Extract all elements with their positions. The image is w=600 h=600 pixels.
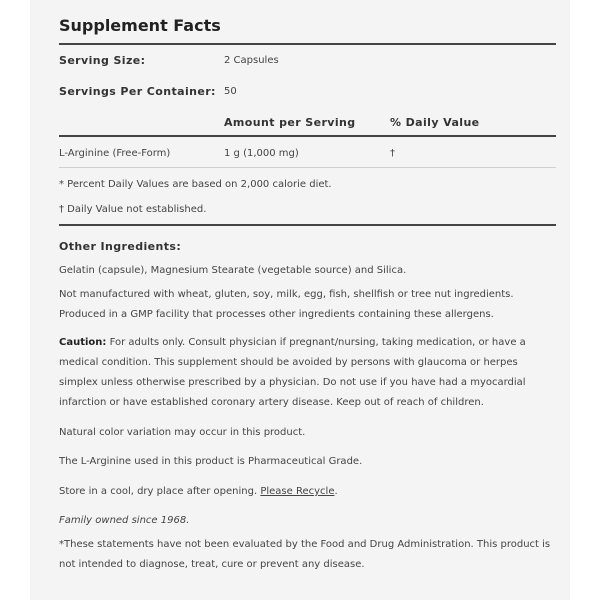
storage-text: Store in a cool, dry place after opening. <box>59 486 261 497</box>
header-rule <box>59 135 556 137</box>
servings-per-container-value: 50 <box>224 86 237 97</box>
ingredient-amount: 1 g (1,000 mg) <box>224 148 299 159</box>
caution-label: Caution: <box>59 337 107 348</box>
ingredient-name: L-Arginine (Free-Form) <box>59 148 171 159</box>
storage-note <box>59 482 559 502</box>
family-owned-note: Family owned since 1968. <box>59 515 190 526</box>
other-ingredients-heading: Other Ingredients: <box>59 240 182 253</box>
title-rule <box>59 43 556 45</box>
other-ingredients-text: Gelatin (capsule), Magnesium Stearate (vegetable source) and Silica. <box>59 265 407 276</box>
daily-value-header: % Daily Value <box>390 116 480 129</box>
servings-per-container-label: Servings Per Container: <box>59 85 216 98</box>
allergen-statement: Not manufactured with wheat, gluten, soy, milk, egg, fish, shellfish or tree nut ingredients. Produced in a GMP facility that processes other ingredients containing these allergens. <box>59 289 514 320</box>
daily-value-note: * Percent Daily Values are based on 2,000 calorie diet. <box>59 179 332 190</box>
facts-bottom-rule <box>59 224 556 226</box>
pharmaceutical-grade-note: The L-Arginine used in this product is Pharmaceutical Grade. <box>59 456 363 467</box>
storage-end: . <box>334 486 338 497</box>
color-variation-note: Natural color variation may occur in this product. <box>59 427 306 438</box>
caution-text: For adults only. Consult physician if pregnant/nursing, taking medication, or have a medical condition. This supplement should be avoided by persons with glaucoma or herpes simplex unless otherwise prescribed by a physician. Do not use if you have had a myocardial infarction or have established coronary artery disease. Keep out of reach of children. <box>59 337 526 408</box>
serving-size-value: 2 Capsules <box>224 55 279 66</box>
amount-per-serving-header: Amount per Serving <box>224 116 356 129</box>
dagger-note: † Daily Value not established. <box>59 204 207 215</box>
please-recycle-link[interactable]: Please Recycle <box>260 486 335 497</box>
caution-paragraph <box>59 333 559 413</box>
ingredient-rule <box>59 167 556 168</box>
ingredient-daily-value: † <box>390 148 395 159</box>
fda-disclaimer: *These statements have not been evaluated by the Food and Drug Administration. This product is not intended to diagnose, treat, cure or prevent any disease. <box>59 539 551 570</box>
serving-size-label: Serving Size: <box>59 54 146 67</box>
facts-title: Supplement Facts <box>59 16 221 35</box>
